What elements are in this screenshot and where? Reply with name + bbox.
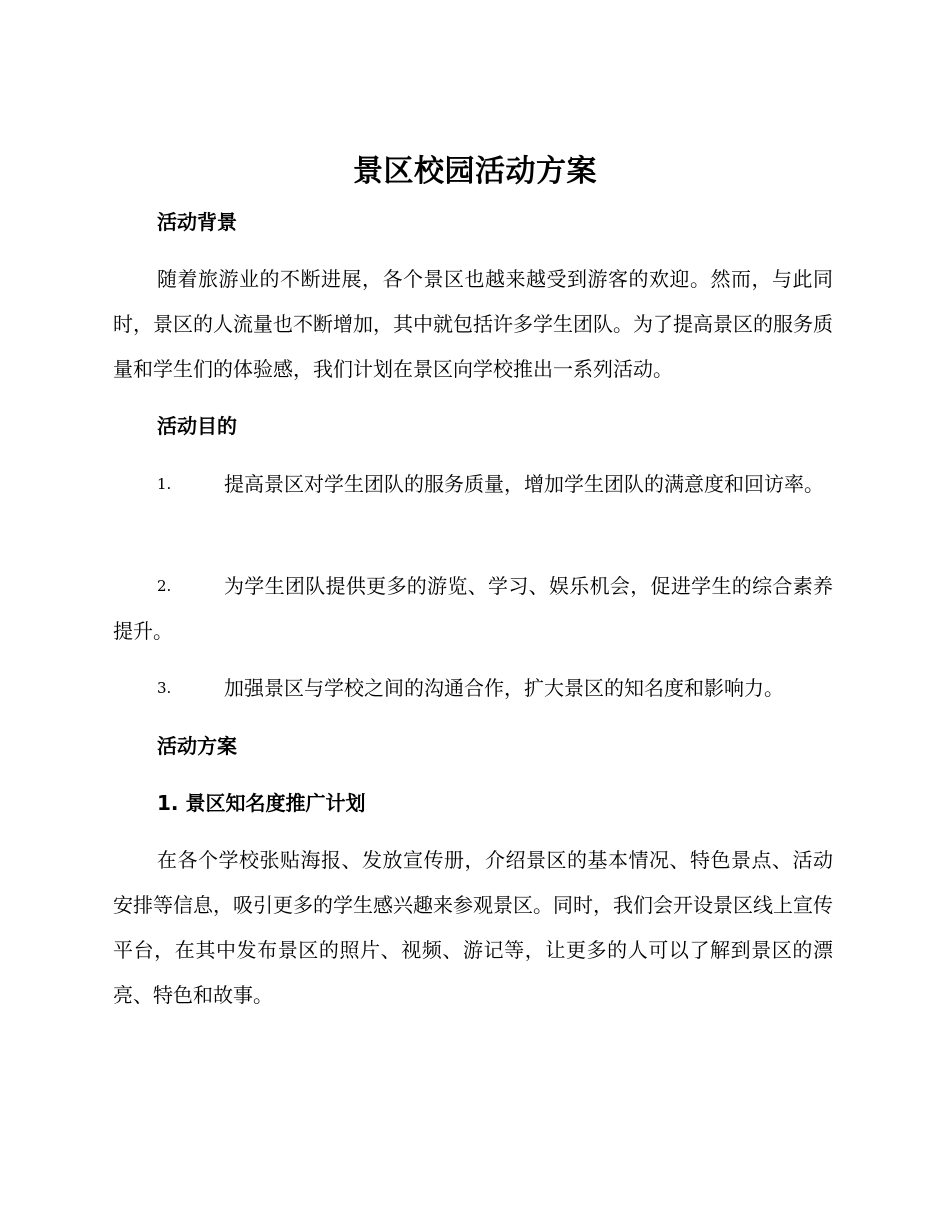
- purpose-list-item-3: [113, 666, 833, 711]
- list-number: 3.: [157, 679, 172, 697]
- list-item-text: 提高景区对学生团队的服务质量，增加学生团队的满意度和回访率。: [224, 472, 824, 496]
- plan-subheading: 1. 景区知名度推广计划: [157, 791, 366, 815]
- purpose-list-item-2: [113, 564, 833, 654]
- list-number: 1.: [157, 475, 172, 493]
- document-title: 景区校园活动方案: [353, 154, 597, 189]
- purpose-list-item-1: [113, 462, 833, 507]
- section-heading-plan: 活动方案: [157, 734, 237, 758]
- background-paragraph: 随着旅游业的不断进展，各个景区也越来越受到游客的欢迎。然而，与此同时，景区的人流量也不断增加，其中就包括许多学生团队。为了提高景区的服务质量和学生们的体验感，我们计划在景区向学校推出一系列活动。: [113, 267, 833, 381]
- list-item-text: 加强景区与学校之间的沟通合作，扩大景区的知名度和影响力。: [224, 676, 784, 700]
- list-number: 2.: [157, 577, 172, 595]
- plan-paragraph: 在各个学校张贴海报、发放宣传册，介绍景区的基本情况、特色景点、活动安排等信息，吸引更多的学生感兴趣来参观景区。同时，我们会开设景区线上宣传平台，在其中发布景区的照片、视频、游记等，让更多的人可以了解到景区的漂亮、特色和故事。: [113, 848, 833, 1007]
- section-heading-purpose: 活动目的: [157, 414, 237, 438]
- section-heading-background: 活动背景: [157, 210, 237, 234]
- list-item-text: 为学生团队提供更多的游览、学习、娱乐机会，促进学生的综合素养提升。: [113, 574, 833, 643]
